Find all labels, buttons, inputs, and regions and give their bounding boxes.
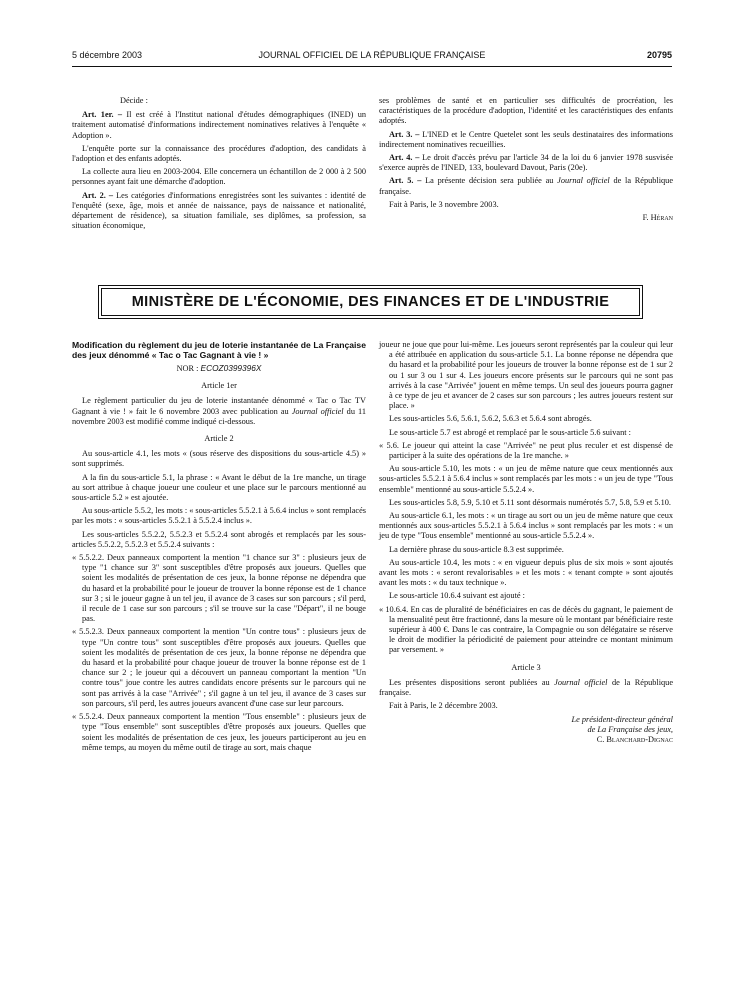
quoted-subarticle: « 5.5.2.3. Deux panneaux comportent la mention "Un contre tous" : plusieurs jeux de type "Un contre tous" sont susceptibles d'être proposés aux joueurs. Quelles que soient les modalités de présentation de ces jeux, la bonne réponse ne dépendra que du hasard et la probabilité pour chaque joueur de trouver la bonne réponse est de 1 chance sur 2 ; le joueur qui a découvert un panneau comportant la mention "Un contre tous" joue contre les autres candidats encore présents sur le parcours qui ne sont pas arrivés à la case "Arrivée" ; s'il gagne à un tel jeu, il avance de 3 cases sur son parcours, s'il perd, les autres joueurs avancent d'une case sur leur parcours.: [72, 627, 366, 708]
article-4-label: Art. 4. –: [389, 153, 420, 163]
top-right-column: [379, 96, 673, 226]
journal-officiel-ref: Journal officiel: [554, 677, 608, 687]
quoted-subarticle: « 10.6.4. En cas de pluralité de bénéficiaires en cas de décès du gagnant, le paiement de la mensualité peut être fractionné, dans la mesure où le montant par bénéficiaire reste supérieur à 400 €. Dans le cas contraire, la Compagnie ou son délégataire se réserve le droit de modifier la périodicité de paiement pour atteindre ce montant minimum par versement. »: [379, 604, 673, 655]
signatory-title: de La Française des jeux,: [587, 724, 673, 734]
text-span: Les présentes dispositions seront publiées au: [389, 677, 555, 687]
nor-line: [72, 363, 366, 374]
article-1-label: Art. 1er. –: [82, 110, 123, 120]
article-heading: Article 1er: [201, 381, 237, 391]
body-paragraph: A la fin du sous-article 5.1, la phrase : « Avant le début de la 1re manche, un tirage au sort attribue à chaque joueur une couleur et une place sur le parcours mentionné au sous-article 5.2 » est ajoutée.: [72, 472, 366, 503]
running-header: [72, 50, 672, 67]
signatory-title: Le président-directeur général: [571, 714, 673, 724]
article-4-text: Le droit d'accès prévu par l'article 34 de la loi du 6 janvier 1978 susvisée s'exerce auprès de l'INED, 133, boulevard Davout, Paris (20e).: [379, 153, 674, 173]
journal-officiel-ref: Journal officiel: [557, 176, 610, 186]
top-left-column: [72, 96, 366, 234]
article-1-text: Il est créé à l'Institut national d'études démographiques (INED) un traitement automatisé d'informations indirectement nominatives relatives à l'enquête « Adoption ».: [72, 110, 367, 140]
body-paragraph: [72, 396, 366, 427]
body-paragraph: Les sous-articles 5.8, 5.9, 5.10 et 5.11 sont désormais numérotés 5.7, 5.8, 5.9 et 5.10.: [389, 497, 671, 507]
body-paragraph: L'enquête porte sur la connaissance des procédures d'adoption, des candidats à l'adoption et des enfants adoptés.: [72, 143, 366, 164]
article-5-text: La présente décision sera publiée au: [421, 176, 558, 186]
article-2-text: Les catégories d'informations enregistrées sont les suivantes : identité de l'enquêté (sexe, âge, mois et année de naissance, pays de naissance et nationalité, département de résidence), sa situation familiale, ses diplômes, sa profession, sa situation économique,: [72, 190, 366, 231]
body-paragraph: Le sous-article 10.6.4 suivant est ajouté :: [389, 591, 525, 601]
body-paragraph: [379, 678, 673, 698]
text-span: Le règlement particulier du jeu de loterie instantanée dénommé « Tac o Tac TV Gagnant à vie ! » fait le 6 novembre 2003 avec publication au: [72, 396, 366, 416]
issue-date: 5 décembre 2003: [72, 50, 143, 60]
article-heading: Article 3: [511, 662, 541, 672]
article-3-text: L'INED et le Centre Quetelet sont les seuls destinataires des informations indirectement nominatives recueillies.: [379, 129, 673, 149]
body-paragraph: Au sous-article 5.5.2, les mots : « sous-articles 5.5.2.1 à 5.6.4 inclus » sont remplacés par les mots : « sous-articles 5.5.2.1 à 5.5.2.4 inclus ».: [72, 506, 366, 526]
body-paragraph: La dernière phrase du sous-article 8.3 est supprimée.: [389, 544, 564, 554]
article-5-label: Art. 5. –: [389, 176, 422, 186]
quoted-subarticle: « 5.6. Le joueur qui atteint la case "Arrivée" ne peut plus reculer et est dispensé de participer à la suite des opérations de la 1re manche. »: [379, 440, 673, 461]
ministry-banner: MINISTÈRE DE L'ÉCONOMIE, DES FINANCES ET DE L'INDUSTRIE: [101, 288, 640, 316]
article-5-text-end: de la République française.: [379, 176, 674, 196]
page-number: 20795: [646, 50, 672, 60]
nor-label: NOR :: [176, 364, 201, 373]
text-span: de la République française.: [379, 677, 673, 698]
bottom-left-column: [72, 340, 366, 756]
article-2-label: Art. 2. –: [82, 190, 114, 200]
signatory-name: C. Blanchard-Dignac: [596, 734, 673, 744]
article-1-paragraph: [72, 110, 366, 141]
body-paragraph: Au sous-article 10.4, les mots : « en vigueur depuis plus de six mois » sont ajoutés avant les mots : « seront revalorisables » et les mots : « tenant compte » sont ajoutés avant les mots : « du taux technique ».: [379, 557, 673, 588]
signature: F. Héran: [642, 213, 673, 223]
nor-code: ECOZ0399396X: [200, 363, 262, 373]
article-5-paragraph: [379, 176, 673, 196]
body-paragraph: Les sous-articles 5.5.2.2, 5.5.2.3 et 5.5.2.4 sont abrogés et remplacés par les sous-articles 5.5.2.2, 5.5.2.3 et 5.5.2.4 suivants :: [72, 529, 366, 549]
article-heading: Article 2: [204, 434, 234, 444]
section-title: Modification du règlement du jeu de loterie instantanée de La Française des jeux dénommé « Tac o Tac Gagnant à vie ! »: [72, 340, 366, 360]
journal-title: JOURNAL OFFICIEL DE LA RÉPUBLIQUE FRANÇAISE: [258, 50, 486, 60]
decide-line: Décide :: [120, 96, 148, 105]
article-3-label: Art. 3. –: [389, 129, 420, 139]
body-paragraph: Au sous-article 4.1, les mots « (sous réserve des dispositions du sous-article 4.5) » sont supprimés.: [72, 449, 366, 469]
text-span: du 11 novembre 2003 est modifié comme indiqué ci-dessous.: [72, 406, 366, 426]
article-2-paragraph: [72, 191, 366, 232]
bottom-right-column: [379, 340, 673, 745]
body-paragraph: ses problèmes de santé et en particulier ses difficultés de procréation, les caractéristiques de la procédure d'adoption, l'identité et les caractéristiques des enfants adoptés.: [379, 96, 673, 126]
journal-officiel-ref: Journal officiel: [291, 406, 344, 416]
quoted-subarticle-continued: joueur ne joue que pour lui-même. Les joueurs seront représentés par la couleur qui leur a été attribuée en application du sous-article 5.1. La bonne réponse ne dépendra que du hasard et la probabilité pour les joueurs de trouver la bonne réponse est de 1 sur 2 ou 1 sur 3 ou 1 sur 4. Les joueurs encore présents sur le parcours qui ne sont pas arrivés à la case "Arrivée" jouent en même temps. Un seul des joueurs pourra gagner à ce type de jeu et avancer de 2 cases sur son parcours ; les autres joueurs restent sur place. »: [379, 340, 673, 411]
body-paragraph: Le sous-article 5.7 est abrogé et remplacé par le sous-article 5.6 suivant :: [389, 427, 631, 437]
body-paragraph: La collecte aura lieu en 2003-2004. Elle concernera un échantillon de 2 000 à 2 500 personnes ayant fait une démarche d'adoption.: [72, 167, 366, 187]
body-paragraph: Au sous-article 6.1, les mots : « un tirage au sort ou un jeu de même nature que ceux mentionnés aux sous-articles 5.5.2.1 à 5.6.4 inclus » sont remplacés par les mots : « un jeu de type "Tous ensemble" mentionné au sous-article 5.5.2.4 ».: [379, 511, 673, 541]
date-place-line: Fait à Paris, le 2 décembre 2003.: [389, 701, 498, 711]
quoted-subarticle: « 5.5.2.4. Deux panneaux comportent la mention "Tous ensemble" : plusieurs jeux de type "Tous ensemble" sont susceptibles d'être proposés aux joueurs. Quelles que soient les modalités de présentation de ces jeux, les joueurs participeront au jeu en même temps, au moyen du même outil de tirage au sort, mais chaque: [72, 712, 366, 752]
body-paragraph: Au sous-article 5.10, les mots : « un jeu de même nature que ceux mentionnés aux sous-articles 5.5.2.1 à 5.6.4 inclus » sont remplacés par les mots : « un jeu de type "Tous ensemble" mentionné au sous-article 5.5.2.4 ».: [379, 464, 673, 494]
article-3-paragraph: [379, 130, 673, 150]
body-paragraph: Les sous-articles 5.6, 5.6.1, 5.6.2, 5.6.3 et 5.6.4 sont abrogés.: [389, 414, 592, 424]
date-place-line: Fait à Paris, le 3 novembre 2003.: [389, 199, 499, 209]
article-4-paragraph: [379, 153, 673, 173]
quoted-subarticle: « 5.5.2.2. Deux panneaux comportent la mention "1 chance sur 3" : plusieurs jeux de type "1 chance sur 3" sont susceptibles d'être proposés aux joueurs. Quelles que soient les modalités de présentation de ces jeux, la bonne réponse ne dépendra que du hasard et la probabilité pour le joueur de trouver la bonne réponse est de 1 chance sur 3 ; si le joueur gagne à un tel jeu, il avance de 3 cases sur son parcours ; s'il perd, il recule de 1 case sur son parcours ; s'il se trouve sur la case "Départ", il ne bouge pas.: [72, 553, 366, 624]
